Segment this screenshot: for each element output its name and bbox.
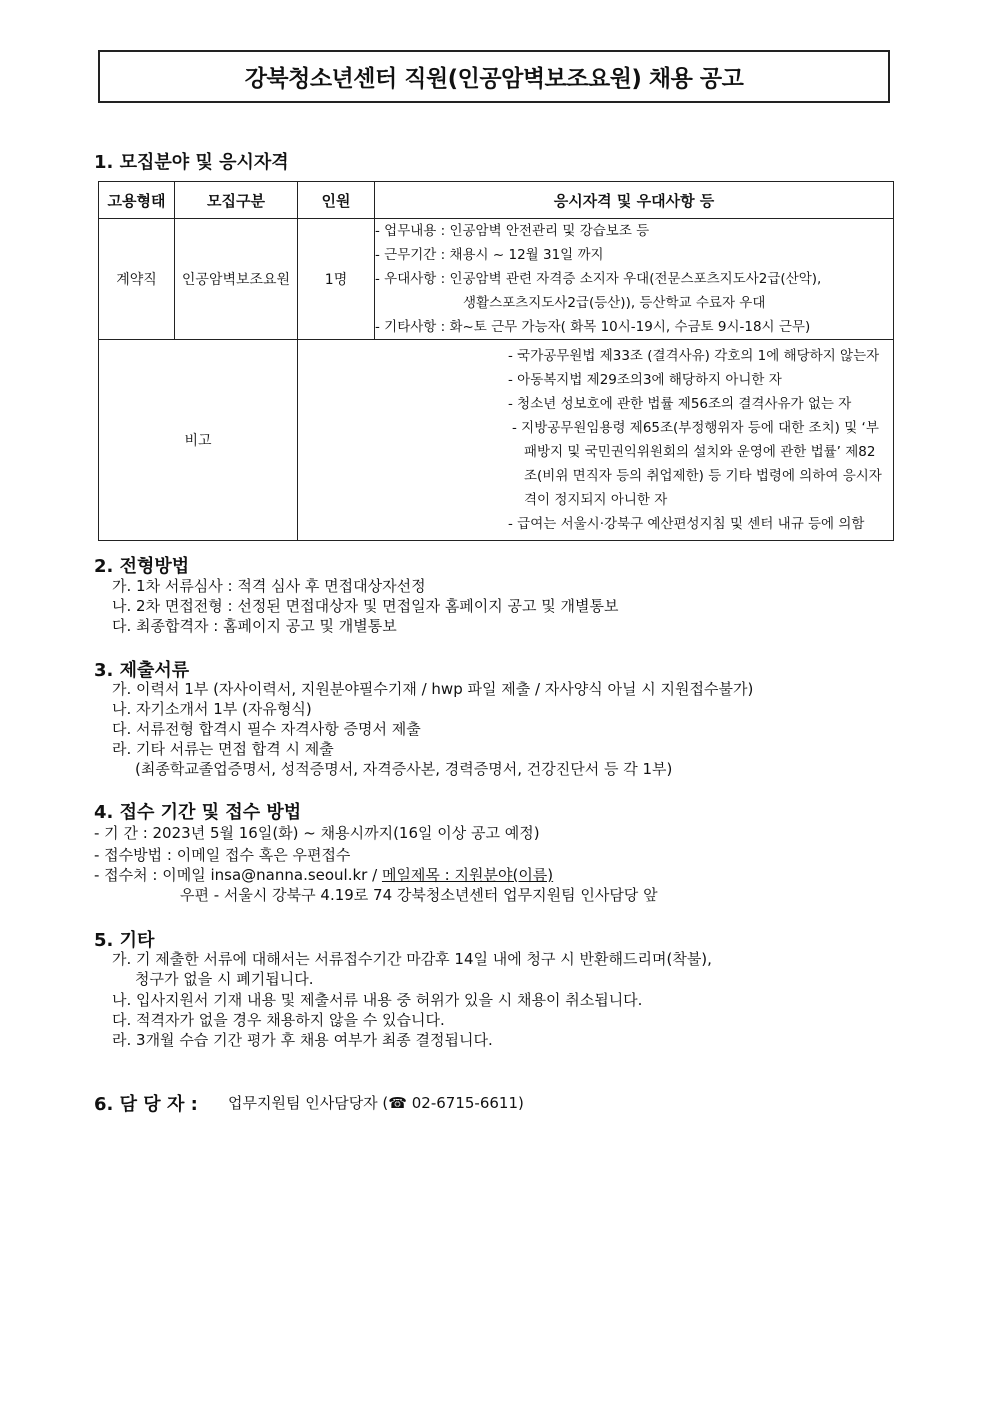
application-email: - 접수처 : 이메일 insa@nanna.seoul.kr / xyxy=(94,866,382,884)
list-item: 가. 기 제출한 서류에 대해서는 서류접수기간 마감후 14일 내에 청구 시 반환해드리며(착불), xyxy=(112,950,712,968)
application-period: - 기 간 : 2023년 5월 16일(화) ~ 채용시까지(16일 이상 공고 예정) xyxy=(94,824,540,842)
section-4-heading: 4. 접수 기간 및 접수 방법 xyxy=(94,802,302,823)
note-cell xyxy=(298,340,894,541)
note-item: - 국가공무원법 제33조 (결격사유) 각호의 1에 해당하지 않는자 xyxy=(508,348,880,364)
detail-duty: - 업무내용 : 인공암벽 안전관리 및 강습보조 등 xyxy=(375,223,650,239)
cell-count: 1명 xyxy=(298,219,375,340)
detail-other: - 기타사항 : 화~토 근무 가능자( 화목 10시-19시, 수금토 9시-18시 근무) xyxy=(375,319,811,335)
cell-type: 계약직 xyxy=(99,219,175,340)
list-item: 나. 입사지원서 기재 내용 및 제출서류 내용 중 허위가 있을 시 채용이 취소됩니다. xyxy=(112,991,643,1009)
section-1-heading: 1. 모집분야 및 응시자격 xyxy=(94,152,289,173)
list-item: 라. 기타 서류는 면접 합격 시 제출 xyxy=(112,740,334,758)
note-item: - 급여는 서울시·강북구 예산편성지침 및 센터 내규 등에 의함 xyxy=(508,516,865,532)
table-note-row xyxy=(99,340,894,541)
recruit-table xyxy=(98,181,894,541)
list-item: 청구가 없을 시 폐기됩니다. xyxy=(135,970,314,988)
header-count: 인원 xyxy=(298,182,375,219)
application-post: 우편 - 서울시 강북구 4.19로 74 강북청소년센터 업무지원팀 인사담당 앞 xyxy=(180,886,658,904)
list-item: 가. 1차 서류심사 : 적격 심사 후 면접대상자선정 xyxy=(112,577,426,595)
note-item: - 청소년 성보호에 관한 법률 제56조의 결격사유가 없는 자 xyxy=(508,396,852,412)
section-3-heading: 3. 제출서류 xyxy=(94,660,190,681)
cell-details xyxy=(375,219,894,340)
list-item: 가. 이력서 1부 (자사이력서, 지원분야필수기재 / hwp 파일 제출 / 자사양식 아닐 시 지원접수불가) xyxy=(112,680,754,698)
table-header-row xyxy=(99,182,894,219)
list-item: 나. 자기소개서 1부 (자유형식) xyxy=(112,700,312,718)
note-item: - 아동복지법 제29조의3에 해당하지 아니한 자 xyxy=(508,372,782,388)
mail-subject: 메일제목 : 지원분야(이름) xyxy=(381,866,554,884)
title-box xyxy=(98,50,890,103)
section-6-heading: 6. 담 당 자 : xyxy=(94,1094,198,1115)
header-type: 고용형태 xyxy=(99,182,175,219)
header-qualification: 응시자격 및 우대사항 등 xyxy=(375,182,894,219)
page-title: 강북청소년센터 직원(인공암벽보조요원) 채용 공고 xyxy=(244,66,744,92)
table-row xyxy=(99,219,894,340)
list-item: 다. 서류전형 합격시 필수 자격사항 증명서 제출 xyxy=(112,720,421,738)
contact-info: 업무지원팀 인사담당자 (☎ 02-6715-6611) xyxy=(228,1094,524,1112)
list-item: 라. 3개월 수습 기간 평가 후 채용 여부가 최종 결정됩니다. xyxy=(112,1031,493,1049)
application-place xyxy=(94,865,553,885)
detail-preference: - 우대사항 : 인공암벽 관련 자격증 소지자 우대(전문스포츠지도사2급(산악), xyxy=(375,271,822,287)
section-5-heading: 5. 기타 xyxy=(94,930,155,951)
note-label: 비고 xyxy=(99,340,298,541)
cell-position: 인공암벽보조요원 xyxy=(175,219,298,340)
list-item: (최종학교졸업증명서, 성적증명서, 자격증사본, 경력증명서, 건강진단서 등 각 1부) xyxy=(135,760,673,778)
list-item: 나. 2차 면접전형 : 선정된 면접대상자 및 면접일자 홈페이지 공고 및 개별통보 xyxy=(112,597,619,615)
list-item: 다. 적격자가 없을 경우 채용하지 않을 수 있습니다. xyxy=(112,1011,445,1029)
header-position: 모집구분 xyxy=(175,182,298,219)
detail-period: - 근무기간 : 채용시 ~ 12월 31일 까지 xyxy=(375,247,604,263)
note-item: - 지방공무원임용령 제65조(부정행위자 등에 대한 조치) 및 ‘부패방지 및 국민권익위원회의 설치와 운영에 관한 법률’ 제82조(비위 면직자 등의 취업제한) 등 기타 법령에 의하여 응시자격이 정지되지 아니한 자 xyxy=(512,420,882,508)
detail-preference-cont: 생활스포츠지도사2급(등산)), 등산학교 수료자 우대 xyxy=(463,295,766,311)
list-item: 다. 최종합격자 : 홈페이지 공고 및 개별통보 xyxy=(112,617,397,635)
section-2-heading: 2. 전형방법 xyxy=(94,556,190,577)
application-method: - 접수방법 : 이메일 접수 혹은 우편접수 xyxy=(94,846,351,864)
